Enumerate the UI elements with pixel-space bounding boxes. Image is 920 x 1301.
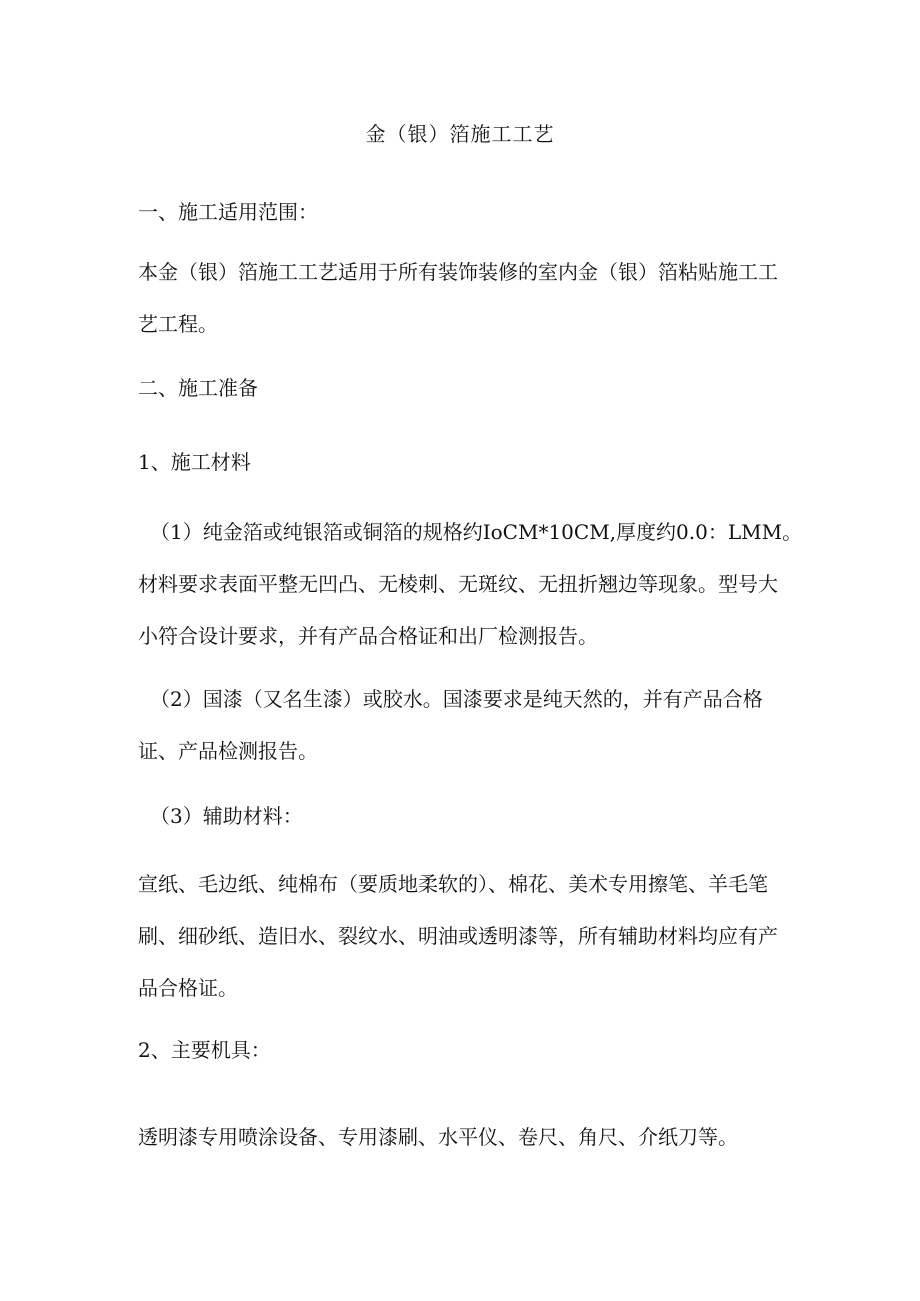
paragraph-line: 刷、细砂纸、造旧水、裂纹水、明油或透明漆等，所有辅助材料均应有产 xyxy=(138,924,778,948)
paragraph-line: 品合格证。 xyxy=(138,976,238,1000)
item-3-heading: （3）辅助材料： xyxy=(150,804,303,828)
subsection-heading-tools: 2、主要机具： xyxy=(138,1038,271,1062)
section-heading-scope: 一、施工适用范围： xyxy=(138,200,318,224)
section-heading-preparation: 二、施工准备 xyxy=(138,376,258,400)
document-title: 金（银）箔施工工艺 xyxy=(365,122,555,146)
paragraph-line: （1）纯金箔或纯银箔或铜箔的规格约IoCM*10CM,厚度约0.0：LMM。 xyxy=(150,520,803,544)
paragraph-line: 证、产品检测报告。 xyxy=(138,739,318,763)
paragraph-item-1 xyxy=(138,506,803,662)
paragraph-scope xyxy=(138,246,788,350)
paragraph-line: 宣纸、毛边纸、纯棉布（要质地柔软的）、棉花、美术专用擦笔、羊毛笔 xyxy=(138,872,768,896)
paragraph-line: （2）国漆（又名生漆）或胶水。国漆要求是纯天然的，并有产品合格 xyxy=(150,687,763,711)
paragraph-tools: 透明漆专用喷涂设备、专用漆刷、水平仪、卷尺、角尺、介纸刀等。 xyxy=(138,1125,738,1149)
paragraph-line: 小符合设计要求，并有产品合格证和出厂检测报告。 xyxy=(138,624,598,648)
paragraph-item-3 xyxy=(138,858,788,1014)
paragraph-line: 艺工程。 xyxy=(138,312,218,336)
paragraph-line: 材料要求表面平整无凹凸、无棱刺、无斑纹、无扭折翘边等现象。型号大 xyxy=(138,572,778,596)
paragraph-item-2 xyxy=(138,673,788,777)
subsection-heading-materials: 1、施工材料 xyxy=(138,450,251,474)
paragraph-line: 本金（银）箔施工工艺适用于所有装饰装修的室内金（银）箔粘贴施工工 xyxy=(138,260,778,284)
